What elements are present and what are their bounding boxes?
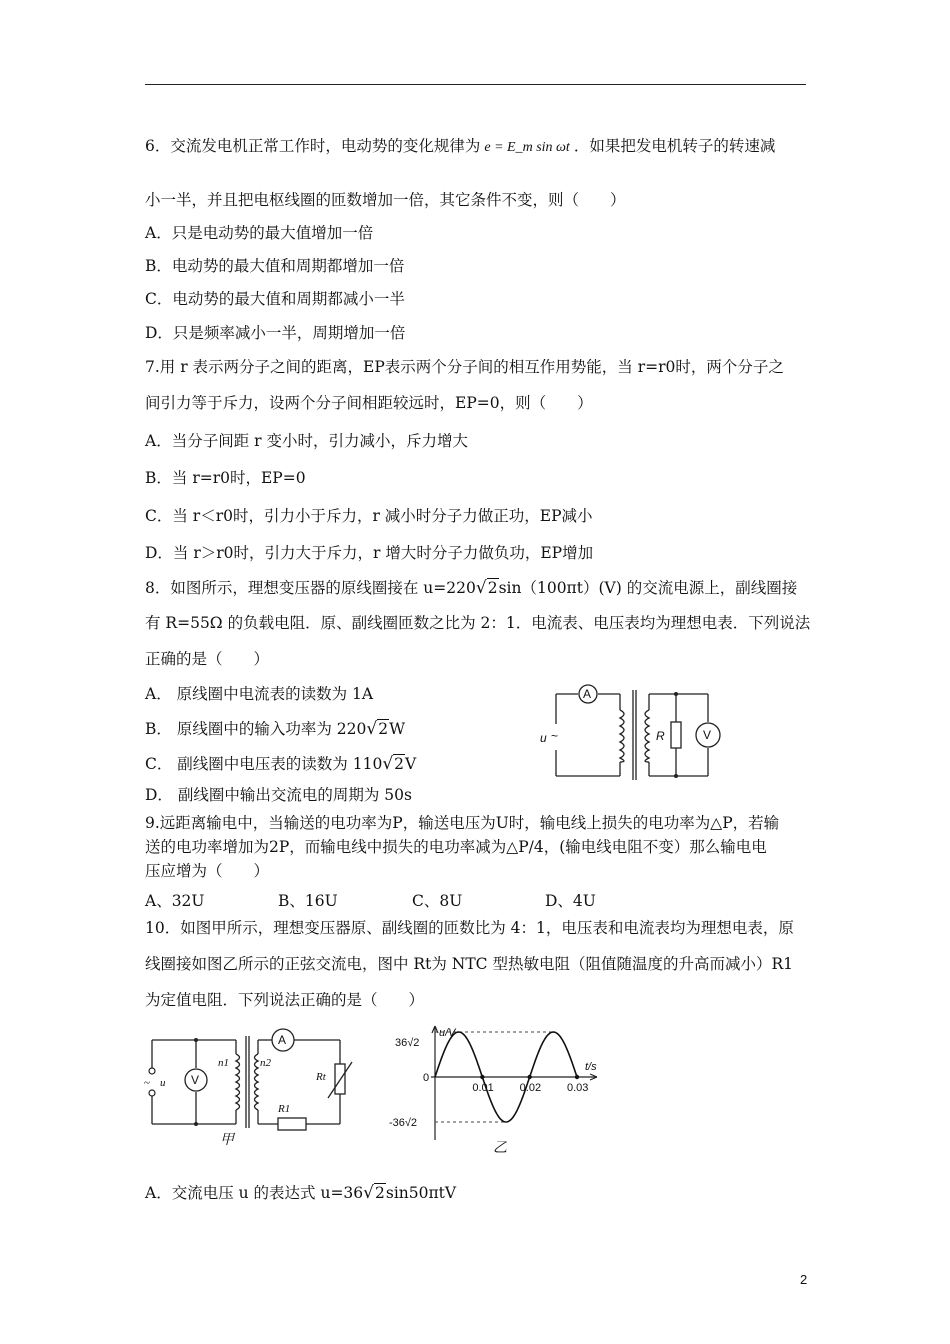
q9-line1: 9.远距离输电中，当输送的电功率为P，输送电压为U时，输电线上损失的电功率为△P，若输 bbox=[145, 814, 780, 832]
q8-ammeter-label: A bbox=[583, 687, 592, 701]
q6-formula: e = E_m sin ωt bbox=[484, 140, 570, 155]
q10-figure-jia bbox=[140, 1028, 360, 1148]
x-axis-label: t/s bbox=[585, 1061, 597, 1073]
q10-r1-icon bbox=[278, 1118, 306, 1130]
x-tick-0.01: 0.01 bbox=[472, 1082, 494, 1094]
data-point-0.01 bbox=[480, 1075, 484, 1079]
q10-voltmeter-label: V bbox=[191, 1073, 200, 1087]
q10-figure-yi-caption: 乙 bbox=[493, 1140, 507, 1156]
q8-u-label: u bbox=[540, 731, 547, 745]
q10-option-a-sqrt: √2 bbox=[363, 1183, 385, 1203]
q8-option-c-text: C． 副线圈中电压表的读数为 110 bbox=[145, 755, 383, 773]
q8-option-b bbox=[145, 719, 405, 739]
q10-u-label: u bbox=[160, 1077, 166, 1089]
q10-option-a-sqrt-arg: 2 bbox=[375, 1184, 385, 1202]
y-tick-top: 36√2 bbox=[395, 1037, 420, 1049]
q8-option-b-sqrt: √2 bbox=[366, 719, 389, 739]
q8-line2: 有 R=55Ω 的负载电阻．原、副线圈匝数之比为 2：1．电流表、电压表均为理想电表．下列说法 bbox=[145, 614, 811, 632]
q8-option-b-sqrt-arg: 2 bbox=[378, 720, 389, 738]
q8-text-a: 8．如图所示，理想变压器的原线圈接在 u=220 bbox=[145, 579, 476, 597]
q8-sqrt-arg: 2 bbox=[487, 579, 498, 597]
q6-option-a: A．只是电动势的最大值增加一倍 bbox=[145, 224, 374, 242]
y-tick-zero: 0 bbox=[423, 1072, 430, 1084]
q9-option-c: C、8U bbox=[412, 892, 463, 910]
header-rule bbox=[145, 84, 806, 85]
q9-option-d: D、4U bbox=[545, 892, 596, 910]
q6-text-a: 6．交流发电机正常工作时，电动势的变化规律为 bbox=[145, 137, 481, 155]
q10-n2-label: n2 bbox=[260, 1057, 271, 1069]
q10-n1-label: n1 bbox=[218, 1057, 229, 1069]
q9-option-b: B、16U bbox=[278, 892, 338, 910]
q10-option-a bbox=[145, 1183, 456, 1203]
q10-ammeter-label: A bbox=[278, 1033, 287, 1047]
q6-option-d: D．只是频率减小一半，周期增加一倍 bbox=[145, 324, 406, 342]
y-tick-bottom: -36√2 bbox=[389, 1117, 418, 1129]
q8-option-c-unit: V bbox=[405, 755, 417, 773]
q6-line2: 小一半，并且把电枢线圈的匝数增加一倍，其它条件不变，则（ ） bbox=[145, 191, 626, 209]
q10-rt-label: Rt bbox=[316, 1071, 326, 1083]
q7-line2: 间引力等于斥力，设两个分子间相距较远时，EP=0，则（ ） bbox=[145, 394, 593, 412]
page-number: 2 bbox=[800, 1272, 808, 1287]
q6-line1 bbox=[145, 136, 775, 158]
q8-line3: 正确的是（ ） bbox=[145, 650, 270, 668]
q6-option-c: C．电动势的最大值和周期都减小一半 bbox=[145, 290, 405, 308]
q8-text-b: sin（100πt）(V) 的交流电源上，副线圈接 bbox=[498, 579, 798, 597]
q8-option-b-unit: W bbox=[389, 720, 405, 738]
q8-option-d: D． 副线圈中输出交流电的周期为 50s bbox=[145, 786, 412, 804]
q10-line1: 10．如图甲所示，理想变压器原、副线圈的匝数比为 4：1，电压表和电流表均为理想电表，原 bbox=[145, 919, 794, 937]
q10-line2: 线圈接如图乙所示的正弦交流电，图中 Rt为 NTC 型热敏电阻（阻值随温度的升高而减小）R1 bbox=[145, 955, 793, 973]
q8-tilde-label: ~ bbox=[551, 729, 559, 743]
q8-circuit-figure bbox=[532, 682, 732, 782]
q8-resistor-label: R bbox=[656, 729, 665, 743]
x-tick-0.03: 0.03 bbox=[567, 1082, 589, 1094]
q8-option-a: A． 原线圈中电流表的读数为 1A bbox=[145, 685, 374, 703]
q8-option-c bbox=[145, 754, 416, 774]
q8-option-b-text: B． 原线圈中的输入功率为 220 bbox=[145, 720, 367, 738]
q10-option-a-text: A．交流电压 u 的表达式 u=36 bbox=[145, 1184, 364, 1202]
q8-option-c-sqrt: √2 bbox=[382, 754, 405, 774]
q6-option-b: B．电动势的最大值和周期都增加一倍 bbox=[145, 257, 405, 275]
q9-line3: 压应增为（ ） bbox=[145, 862, 270, 880]
q10-tilde-label: ~ bbox=[144, 1077, 150, 1089]
q10-r1-label: R1 bbox=[278, 1103, 291, 1115]
q10-option-a-tail: sin50πtV bbox=[385, 1184, 457, 1202]
q7-option-a: A．当分子间距 r 变小时，引力减小，斥力增大 bbox=[145, 432, 468, 450]
q10-figure-yi bbox=[385, 1022, 615, 1156]
y-axis-label: u/V bbox=[439, 1027, 456, 1039]
x-tick-0.02: 0.02 bbox=[519, 1082, 542, 1094]
data-point-0.02 bbox=[527, 1075, 531, 1079]
q7-line1: 7.用 r 表示两分子之间的距离，EP表示两个分子间的相互作用势能，当 r=r0时，两个分子之 bbox=[145, 358, 784, 376]
q9-line2: 送的电功率增加为2P，而输电线中损失的电功率减为△P/4，(输电线电阻不变）那么输电电 bbox=[145, 838, 767, 856]
q7-option-d: D．当 r＞r0时，引力大于斥力，r 增大时分子力做负功，EP增加 bbox=[145, 544, 594, 562]
q10-figure-jia-caption: 甲 bbox=[220, 1132, 234, 1148]
q7-option-b: B．当 r=r0时，EP=0 bbox=[145, 469, 306, 487]
q8-voltmeter-label: V bbox=[703, 728, 712, 742]
q6-text-b: ．如果把发电机转子的转速减 bbox=[573, 137, 776, 155]
q8-line1 bbox=[145, 578, 797, 598]
q8-sqrt: √2 bbox=[475, 578, 498, 598]
q10-line3: 为定值电阻．下列说法正确的是（ ） bbox=[145, 991, 425, 1009]
q9-option-a: A、32U bbox=[145, 892, 205, 910]
q8-option-c-sqrt-arg: 2 bbox=[394, 755, 405, 773]
data-point-0.03 bbox=[575, 1075, 579, 1079]
q7-option-c: C．当 r＜r0时，引力小于斥力，r 减小时分子力做正功，EP减小 bbox=[145, 507, 593, 525]
